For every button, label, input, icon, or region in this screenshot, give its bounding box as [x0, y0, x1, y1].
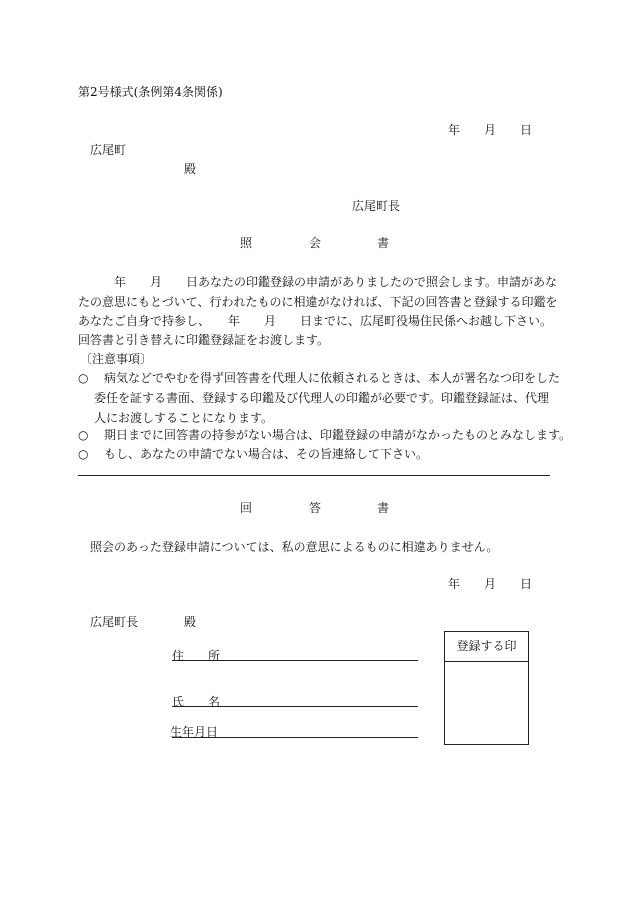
registered-seal-box[interactable] — [444, 631, 529, 745]
body-line: たの意思にもとづいて、行われたものに相違がなければ、下記の回答書と登録する印鑑を — [78, 295, 558, 309]
reply-title-char: 書 — [377, 501, 390, 515]
registered-seal-label: 登録する印 — [445, 632, 528, 662]
date-month: 月 — [484, 123, 497, 137]
form-label: 第2号様式(条例第4条関係) — [78, 85, 223, 99]
note-item — [78, 444, 560, 464]
inquiry-title-char: 会 — [309, 236, 322, 250]
inquiry-title-char: 照 — [240, 236, 253, 250]
reply-addressee: 広尾町長 — [90, 615, 139, 629]
reply-title-char: 答 — [309, 501, 322, 515]
body-line: 回答書と引き替えに印鑑登録証をお渡します。 — [78, 333, 330, 347]
body-line: あなたご自身で持参し、 年 月 日までに、広尾町役場住民係へお越し下さい。 — [78, 314, 553, 328]
name-field[interactable] — [172, 690, 418, 707]
reply-title-char: 回 — [240, 501, 253, 515]
notes-title: 〔注意事項〕 — [80, 352, 153, 366]
note-text: 期日までに回答書の持参がない場合は、印鑑登録の申請がなかったものとみなします。 — [104, 428, 572, 442]
date-day: 日 — [520, 577, 533, 591]
date-month: 月 — [484, 577, 497, 591]
address-label: 住 所 — [172, 649, 221, 663]
birthdate-field[interactable] — [172, 721, 418, 738]
note-text: もし、あなたの申請でない場合は、その旨連絡して下さい。 — [104, 447, 429, 461]
reply-honorific: 殿 — [184, 615, 197, 629]
name-label: 氏 名 — [172, 695, 221, 709]
section-divider — [78, 475, 550, 476]
recipient-town: 広尾町 — [90, 143, 127, 157]
reply-statement: 照会のあった登録申請については、私の意思によるものに相違ありません。 — [90, 540, 499, 554]
date-day: 日 — [520, 123, 533, 137]
circle-bullet-icon: ○ — [78, 428, 89, 442]
body-line: 年 月 日あなたの印鑑登録の申請がありましたので照会します。申請があな — [114, 275, 558, 289]
sender-mayor: 広尾町長 — [352, 199, 401, 213]
address-field[interactable] — [172, 644, 418, 661]
note-item — [78, 368, 560, 428]
recipient-honorific: 殿 — [184, 162, 197, 176]
birth-label: 生年月日 — [170, 725, 219, 739]
note-text: 病気などでやむを得ず回答書を代理人に依頼されるときは、本人が署名なつ印をした委任を証する書面、登録する印鑑及び代理人の印鑑が必要です。印鑑登録証は、代理人にお渡しすることになります。 — [94, 371, 561, 425]
inquiry-title-char: 書 — [377, 236, 390, 250]
note-item — [78, 425, 572, 445]
circle-bullet-icon: ○ — [78, 447, 89, 461]
date-year: 年 — [448, 577, 461, 591]
circle-bullet-icon: ○ — [78, 371, 89, 385]
date-year: 年 — [448, 123, 461, 137]
